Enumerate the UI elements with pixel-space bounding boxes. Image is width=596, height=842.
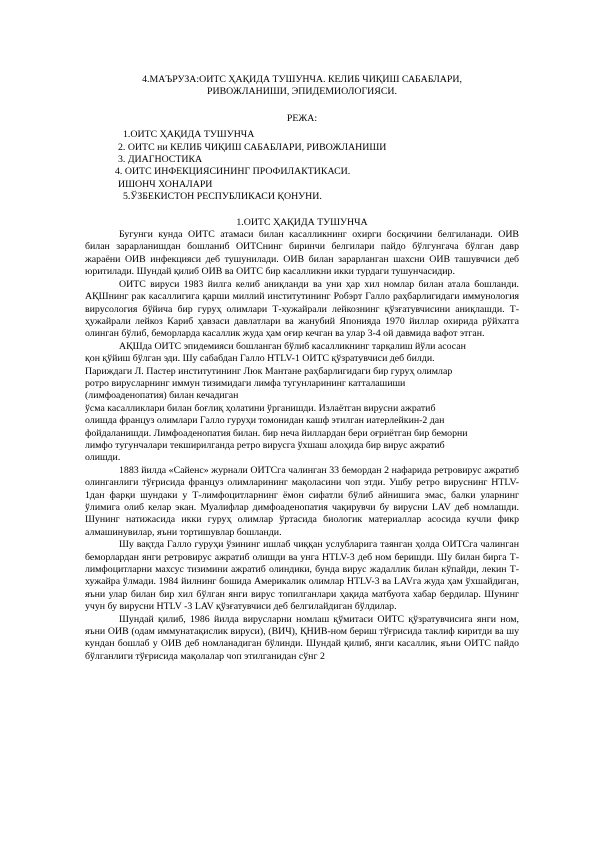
paragraph-3-line: ротро вирусларнинг иммун тизимидаги лимфа тугунларининг катталашиши: [85, 377, 406, 389]
plan-list: [85, 129, 519, 203]
lecture-title: [85, 74, 519, 99]
lecture-title-line-1: 4.МАЪРУЗА:ОИТС ҲАҚИДА ТУШУНЧА. КЕЛИБ ЧИҚИШ САБАБЛАРИ,: [142, 74, 462, 85]
paragraph-3-line: фойдаланишди. Лимфоаденопатия билан. бир неча йиллардан бери оғриётган бир беморни: [85, 427, 468, 439]
paragraph-3-line: (лимфоаденопатия) билан кечадиган: [85, 390, 239, 402]
paragraph-3-line: АҚШда ОИТС эпидемияси бошланган бўлиб касалликнинг тарқалиш йўли асосан: [119, 340, 466, 352]
plan-item-3: 3. ДИАГНОСТИКА: [118, 154, 203, 166]
lecture-title-line-2: РИВОЖЛАНИШИ, ЭПИДЕМИОЛОГИЯСИ.: [206, 86, 397, 98]
plan-item-6: 5.ЎЗБЕКИСТОН РЕСПУБЛИКАСИ ҚОНУНИ.: [123, 191, 322, 203]
paragraph-3-line: олишда француз олимлари Галло гуруҳи томонидан кашф этилган иатерлейкин-2 дан: [85, 415, 445, 427]
paragraph-3-line: олишди.: [85, 452, 121, 464]
plan-item-4: 4. ОИТС ИНФЕКЦИЯСИНИНГ ПРОФИЛАКТИКАСИ.: [115, 166, 351, 178]
paragraph-1: Бугунги кунда ОИТС атамаси билан касалликнинг охирги босқичини белгиланади. ОИВ билан зарарланишдан бошланиб ОИТСнинг биринчи белгилари пайдо бўлгунгача бўлган давр жараёни ОИВ инфекцияси деб тушунилади. ОИВ билан зарарланган шахсни ОИВ ташувчиси деб юритилади. Шундай қилиб ОИВ ва ОИТС бир касалликни икки турдаги тушунчасидир.: [85, 229, 519, 278]
paragraph-6: Шундай қилиб, 1986 йилда вирусларни номлаш қўмитаси ОИТС қўзратувчисига янги ном, яъни ОИВ (одам иммунатақислик вируси), (ВИЧ), ҚНИВ-ном бериш тўғрисида таклиф киритди ва шу кундан бошлаб у ОИВ деб номланадиган бўлинди. Шундай қилиб, янги касаллик, яъни ОИТС пайдо бўлганлиги тўғрисида мақолалар чоп этилганидан сўнг 2: [85, 613, 519, 662]
paragraph-5: Шу вақтда Галло гуруҳи ўзининг ишлаб чиққан услубларига таянган ҳолда ОИТСга чалинган беморлардан янги ретровирус ажратиб олишди ва унга HTLV-3 деб ном беришди. Шу билан бирга Т-лимфоцитларни махсус тизимини ажратиб олиндики, бунда вирус жадаллик билан кўпайди, лекин Т-хужайра ўлмади. 1984 йилнинг бошида Америкалик олимлар HTLV-3 ва LAVга жуда ҳам ўхшайдиган, яъни улар билан бир хил бўлган янги вирус топилганлари ҳақида матбуота хабар бердилар. Шунинг учун бу вирусни HTLV -3 LAV қўзғатувчиси деб белгилайдиган бўлдилар.: [85, 539, 519, 613]
section-1-heading: 1.ОИТС ҲАҚИДА ТУШУНЧА: [236, 216, 368, 228]
plan-item-5: ИШОНЧ ХОНАЛАРИ: [118, 178, 213, 190]
paragraph-4: 1883 йилда «Сайенс» журнали ОИТСга чалинган 33 бемордан 2 нафарида ретровирус ажратиб олинганлиги тўғрисида француз олимларининг мақоласини чоп этди. Ушбу ретро вируснинг HTLV-1дан фарқи шундаки у Т-лимфоцитларнинг ёмон сифатли бўлиб айнишига эмас, балки уларнинг ўлимига олиб келар экан. Муалифлар димфоаденопатия чақирувчи бу вирусни LAV деб номлашди. Шунинг натижасида икки гуруҳ олимлар ўртасида биологик материаллар асосида кучли фикр алмашинувилар, яъни тортишувлар бошланди.: [85, 464, 519, 538]
paragraph-3: [85, 341, 519, 465]
plan-item-1: 1.ОИТС ҲАҚИДА ТУШУНЧА: [123, 129, 255, 141]
paragraph-3-line: қон қўйиш бўлган эди. Шу сабабдан Галло HTLV-1 ОИТС қўзратувчиси деб билди.: [85, 353, 435, 365]
plan-heading: РЕЖА:: [286, 112, 318, 124]
paragraph-3-line: ўсма касалликлари билан боғлиқ ҳолатини ўрганишди. Излаётган вирусни ажратиб: [85, 402, 436, 414]
paragraph-3-line: Париждаги Л. Пастер институтининг Люк Мантане раҳбарлигидаги бир гуруҳ олимлар: [85, 365, 453, 377]
paragraph-2: ОИТС вируси 1983 йилга келиб аниқланди ва уни ҳар хил номлар билан атала бошланди. АҚШнинг рак касаллигига қарши миллий институтининг Робэрт Галло раҳбарлигидаги иммунология вирусология бўйича бир гуруҳ олимлари Т-хужайрали лейкознинг қўзғатувчисини аниқлашди. Т-ҳужайрали лейкоз Кариб ҳавзаси давлатлари ва жанубий Японияда 1970 йиллар охирида рўйхатга олинган бўлиб, беморларда касаллик жуда ҳам оғир кечган ва улар 3-4 ой давмида вафот этган.: [85, 278, 519, 340]
plan-item-2: 2. ОИТС ни КЕЛИБ ЧИҚИШ САБАБЛАРИ, РИВОЖЛАНИШИ: [118, 141, 387, 153]
paragraph-3-line: лимфо тугунчалари текширилганда ретро вирусга ўхшаш алоҳида бир вирус ажратиб: [85, 439, 445, 451]
